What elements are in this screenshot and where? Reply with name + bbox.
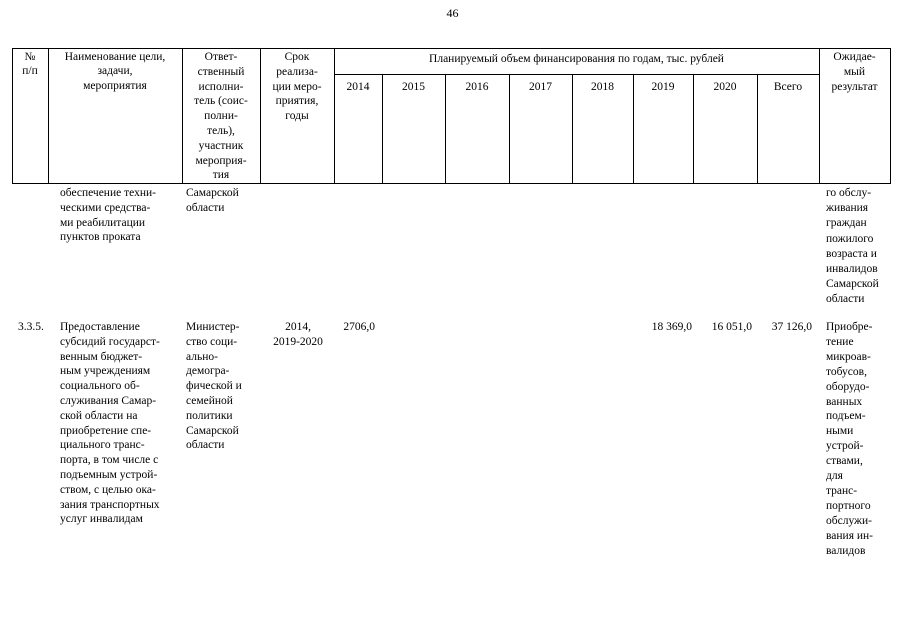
header-responsible: Ответ- ственный исполни- тель (соис- полни- тель), участник мероприя- тия	[194, 51, 248, 182]
header-top-line	[12, 48, 891, 49]
row-term: 2014, 2019-2020	[273, 321, 323, 348]
header-year-2018: 2018	[591, 81, 614, 93]
continuation-name: обеспечение техни- ческими средства- ми реабилитации пунктов проката	[60, 187, 156, 244]
row-value-2014: 2706,0	[343, 321, 375, 333]
header-year-2019: 2019	[651, 81, 675, 93]
continuation-result: го обслу- живания граждан пожилого возраста и инвалидов Самарской области	[826, 187, 879, 306]
header-year-2014: 2014	[346, 81, 370, 93]
years-top-line	[334, 74, 819, 75]
header-bottom-line	[12, 183, 891, 184]
header-result: Ожидае- мый результат	[831, 51, 878, 93]
continuation-responsible: Самарской области	[186, 187, 239, 214]
header-year-2017: 2017	[529, 81, 552, 93]
row-result: Приобре- тение микроав- тобусов, оборудо- ванных подъем- ными устрой- ствами, для транс- портного обслужи- вания ин- валидов	[826, 321, 873, 557]
header-num: № п/п	[22, 51, 38, 78]
header-year-2015: 2015	[402, 81, 425, 93]
header-financing: Планируемый объем финансирования по годам, тыс. рублей	[429, 53, 724, 65]
header-total: Всего	[773, 81, 803, 93]
grid-line	[334, 48, 335, 184]
row-value-2019: 18 369,0	[651, 321, 692, 333]
financing-table-header	[12, 48, 891, 184]
page-number: 46	[446, 6, 459, 20]
header-year-2016: 2016	[465, 81, 489, 93]
grid-line	[890, 48, 891, 184]
row-responsible: Министер- ство соци- ально- демогра- фической и семейной политики Самарской области	[186, 321, 242, 452]
header-name: Наименование цели, задачи, мероприятия	[64, 51, 166, 92]
row-value-total: 37 126,0	[771, 321, 812, 333]
header-year-2020: 2020	[713, 81, 737, 93]
row-name: Предоставление субсидий государст- венным бюджет- ным учреждениям социального об- служивания Самар- ской области на приобретение спе- циального транс- порта, в том числе с подъемным устрой- ством, с целью ока- зания транспортных услуг инвалидам	[60, 321, 160, 526]
row-number: 3.3.5.	[18, 321, 44, 333]
header-term: Срок реализа- ции меро- приятия, годы	[272, 51, 322, 123]
row-value-2020: 16 051,0	[711, 321, 752, 333]
